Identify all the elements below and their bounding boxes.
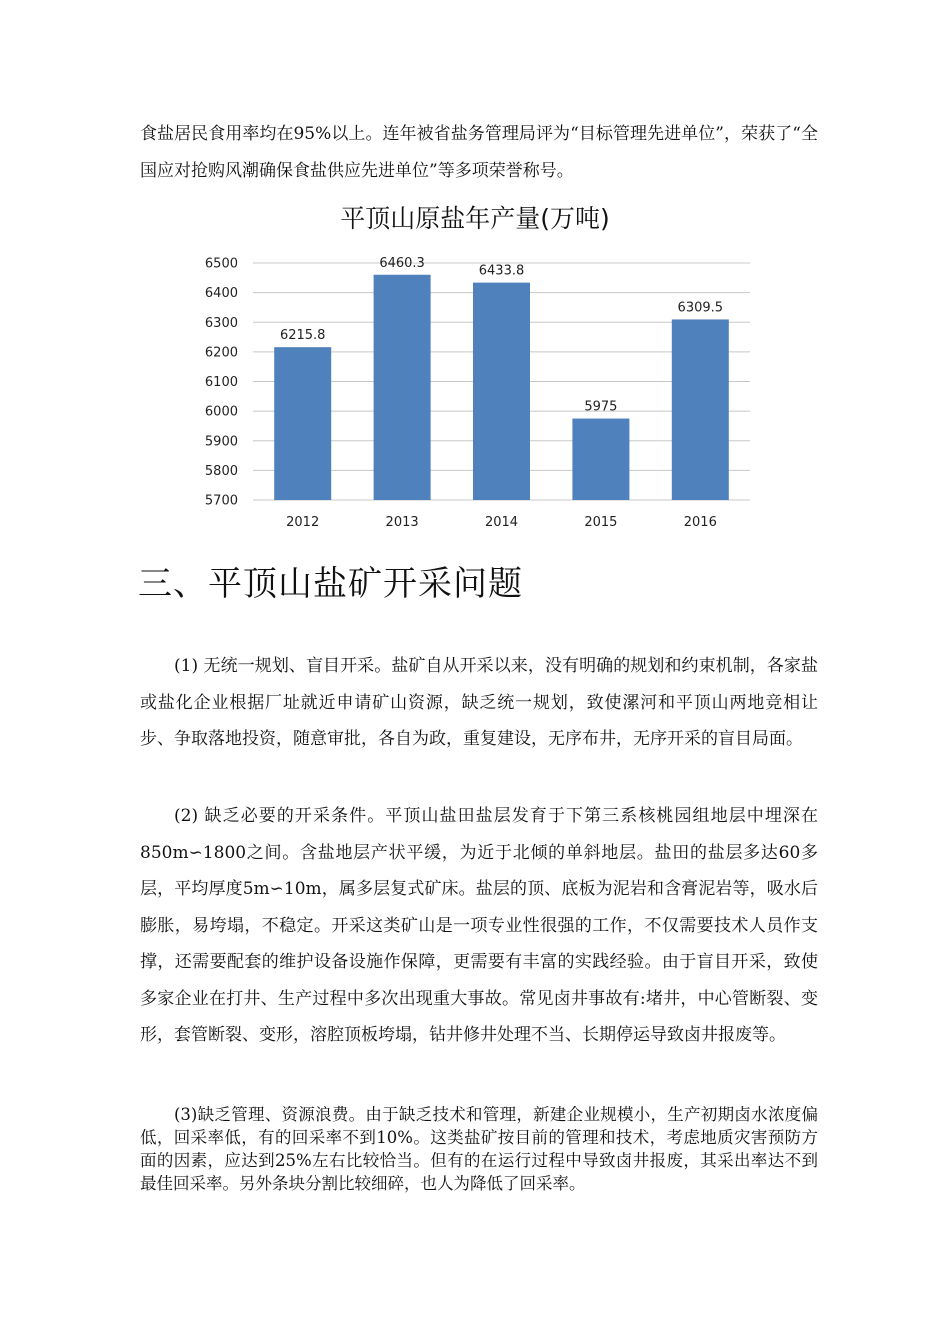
bar-2015 [572,419,629,500]
paragraph-3: (3)缺乏管理、资源浪费。由于缺乏技术和管理，新建企业规模小，生产初期卤水浓度偏低，回采率低，有的回采率不到10%。这类盐矿按目前的管理和技术，考虑地质灾害预防方面的因素，应达到25%左右比较恰当。但有的在运行过程中导致卤井报废，其采出率达不到最佳回采率。另外条块分割比较细碎，也人为降低了回采率。 [140,1105,818,1193]
y-tick-label: 6400 [204,286,238,302]
bar-value-label: 6215.8 [279,328,326,344]
y-tick-label: 5800 [204,463,238,479]
bar-chart-svg [150,195,800,540]
y-tick-label: 6200 [204,345,238,361]
x-tick-label: 2013 [385,515,419,530]
chart-title: 平顶山原盐年产量(万吨) [340,204,610,233]
bar-value-label: 6309.5 [677,300,724,316]
bar-2014 [473,283,530,500]
bar-value-label: 6433.8 [478,263,525,279]
paragraph-2: (2) 缺乏必要的开采条件。平顶山盐田盐层发育于下第三系核桃园组地层中埋深在850m∽1800之间。含盐地层产状平缓，为近于北倾的单斜地层。盐田的盐层多达60多层，平均厚度5m∽10m，属多层复式矿床。盐层的顶、底板为泥岩和含膏泥岩等，吸水后膨胀，易垮塌，不稳定。开采这类矿山是一项专业性很强的工作，不仅需要技术人员作支撑，还需要配套的维护设备设施作保障，更需要有丰富的实践经验。由于盲目开采，致使多家企业在打井、生产过程中多次出现重大事故。常见卤井事故有:堵井，中心管断裂、变形，套管断裂、变形，溶腔顶板垮塌，钻井修井处理不当、长期停运导致卤井报废等。 [140,806,818,1045]
y-tick-label: 6500 [204,256,238,272]
x-tick-label: 2016 [683,515,717,530]
bar-value-label: 6460.3 [379,255,425,271]
x-tick-label: 2014 [484,515,519,530]
y-tick-label: 6100 [204,375,238,390]
production-chart [150,195,800,540]
bar-2013 [374,275,431,500]
x-tick-label: 2012 [286,515,320,530]
y-tick-label: 6300 [204,315,238,331]
section-heading: 三、平顶山盐矿开采问题 [138,564,523,604]
y-tick-label: 6000 [204,404,238,420]
y-tick-label: 5900 [204,434,238,450]
bar-value-label: 5975 [584,399,618,415]
bar-2012 [274,347,331,500]
bar-2016 [672,319,729,500]
paragraph-1: (1) 无统一规划、盲目开采。盐矿自从开采以来，没有明确的规划和约束机制，各家盐或盐化企业根据厂址就近申请矿山资源，缺乏统一规划，致使漯河和平顶山两地竞相让步、争取落地投资，随意审批，各自为政，重复建设，无序布井，无序开采的盲目局面。 [140,656,818,749]
y-tick-label: 5700 [204,493,238,509]
intro-paragraph: 食盐居民食用率均在95%以上。连年被省盐务管理局评为“目标管理先进单位”，荣获了“全国应对抢购风潮确保食盐供应先进单位”等多项荣誉称号。 [140,124,818,181]
x-tick-label: 2015 [584,515,618,530]
bar-layer [274,275,729,500]
